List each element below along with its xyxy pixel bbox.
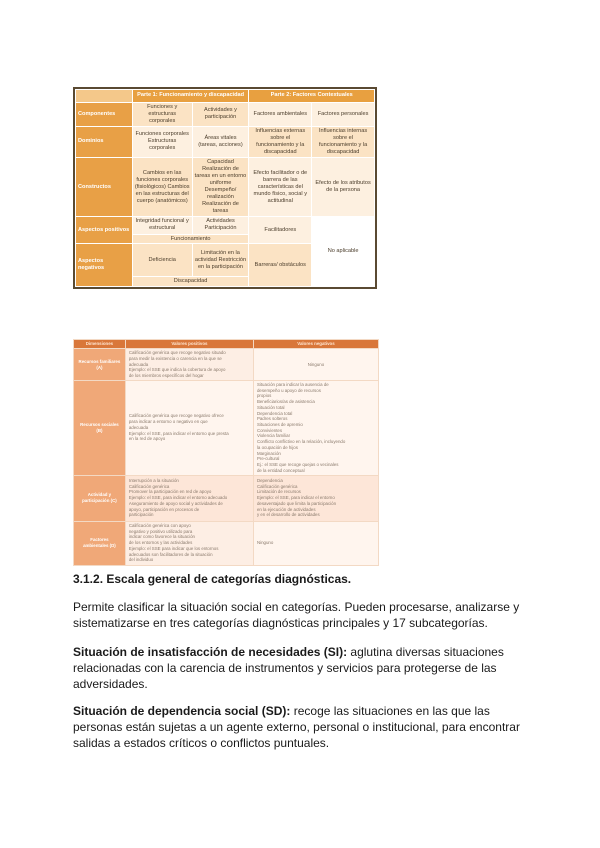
table-corner (76, 90, 133, 103)
cell-line: Calificación genérica que recoge negativo situado (128, 350, 226, 356)
definition-insatisfaccion: aglutina diversas situaciones relacionadas con la carencia de instrumentos y servicios para protegerse de las adversidades. (73, 645, 504, 691)
table-cell: Deficiencia (132, 244, 192, 277)
header-part-2: Parte 2: Factores Contextuales (249, 90, 375, 103)
icf-components-table-image (73, 87, 377, 289)
table-cell: Factores ambientales (249, 102, 312, 126)
cell-line: Ejemplo: el SSE para indicar que los entornos (128, 545, 219, 551)
header-dimensiones: Dimensiones (74, 340, 126, 349)
row-label-recursos-familiares: Recursos familiares (A) (74, 349, 126, 381)
header-part-1: Parte 1: Funcionamiento y discapacidad (132, 90, 249, 103)
negative-values-cell (253, 521, 378, 565)
cell-line: Calificación genérica que recoge negativo ofrece (128, 413, 224, 419)
negative-values-cell (253, 349, 378, 381)
table-cell: Funciones corporales Estructuras corporales (132, 126, 192, 157)
cell-line: Ejemplo: el SSE, para indicar el entorno que presta (128, 430, 229, 436)
cell-line: de los miembros específicos del hogar (128, 373, 204, 379)
cell-line: Violencia familiar (256, 433, 291, 439)
table-cell: Efecto de los atributos de la persona (312, 158, 375, 217)
row-label-aspectos-negativos: Aspectos negativos (76, 244, 133, 287)
cell-line: de la entidad conceptual (256, 467, 305, 473)
cell-line: y en el desarrollo de actividades (256, 512, 320, 518)
cell-line: apoyo, participación en procesos de (128, 506, 200, 512)
icf-components-table (75, 89, 375, 287)
cell-line: negativo y positivo utilizado para (128, 528, 193, 534)
table-cell: Factores personales (312, 102, 375, 126)
cell-line: en la red de apoyo (128, 436, 166, 442)
table-cell: Actividades y participación (192, 102, 249, 126)
cell-line: Limitación de recursos (256, 489, 301, 495)
cell-line: Calificación genérica (128, 483, 170, 489)
header-valores-positivos: Valores positivos (125, 340, 253, 349)
cell-line: participación (128, 512, 154, 518)
cell-line: indicar como favorece la situación (128, 534, 195, 540)
paragraph-dependencia (73, 703, 533, 751)
header-valores-negativos: Valores negativos (253, 340, 378, 349)
cell-line: Aseguramiento de apoyo social y actividades de (128, 500, 223, 506)
row-label-factores-ambientales: Factores ambientales (D) (74, 521, 126, 565)
row-label-constructos: Constructos (76, 158, 133, 217)
table-cell: Funciones y estructuras corporales (132, 102, 192, 126)
cell-line: Dependencia (256, 477, 283, 483)
cell-line: Dependencia total (256, 410, 293, 416)
cell-line: Ejemplo: el SSE, para indicar el entorno adecuado (128, 495, 228, 501)
cell-line: adecuados son facilitadores de la situación (128, 551, 213, 557)
row-label-actividad-participacion: Actividad y participación (C) (74, 475, 126, 521)
table-cell: Barreras/ obstáculos (249, 244, 312, 287)
negative-values-cell (253, 381, 378, 476)
cell-line: propios (256, 393, 272, 399)
band-funcionamiento: Funcionamiento (132, 234, 249, 244)
cell-line: Promover la participación en red de apoyo (128, 489, 212, 495)
negative-values-cell (253, 475, 378, 521)
term-insatisfaccion: Situación de insatisfacción de necesidades (SI): (73, 645, 348, 659)
row-label-aspectos-positivos: Aspectos positivos (76, 216, 133, 244)
table-cell: Cambios en las funciones corporales (fisiológicos) Cambios en las estructuras del cuerpo (anatómicos) (132, 158, 192, 217)
table-cell: Capacidad Realización de tareas en un entorno uniforme Desempeño/ realización Realización de tareas (192, 158, 249, 217)
cell-line: Ej.: el SSE que recoge quejas o vecinales (256, 462, 339, 468)
diagnostic-dimensions-table (73, 339, 379, 566)
section-heading: 3.1.2. Escala general de categorías diagnósticas. (73, 572, 352, 586)
cell-line: Ninguno (256, 540, 274, 546)
cell-line: en la ejecución de actividades (256, 506, 316, 512)
cell-line: desempeño u apoyo de recursos (256, 387, 321, 393)
cell-line: Marginación (256, 450, 281, 456)
cell-line: adecuada (128, 361, 149, 367)
cell-line: del individuo (128, 557, 154, 563)
cell-line: Situación total (256, 404, 285, 410)
cell-line: Padres solteros (256, 416, 288, 422)
cell-line: Convivientes (256, 427, 283, 433)
band-discapacidad: Discapacidad (132, 277, 249, 287)
cell-line: Pre-cultural (256, 456, 280, 462)
paragraph-insatisfaccion (73, 644, 533, 692)
positive-values-cell (125, 381, 253, 476)
cell-line: Ejemplo: el SSE que indica la cobertura de apoyo (128, 367, 226, 373)
positive-values-cell (125, 349, 253, 381)
table-cell: Integridad funcional y estructural (132, 216, 192, 234)
cell-line: para indicar a entorno o negativo en que (128, 419, 208, 425)
row-label-dominios: Dominios (76, 126, 133, 157)
table-cell: Actividades Participación (192, 216, 249, 234)
table-cell: Facilitadores (249, 216, 312, 244)
cell-line: Interrupción a la situación (128, 477, 179, 483)
cell-line: Ejemplo: el SSE, para indicar el entorno (256, 495, 335, 501)
cell-line: Beneficiarios/as de asistencia (256, 399, 315, 405)
row-label-recursos-sociales: Recursos sociales (B) (74, 381, 126, 476)
cell-line: para medir la existencia o carencia en la que se (128, 355, 222, 361)
positive-values-cell (125, 521, 253, 565)
table-cell: No aplicable (312, 216, 375, 286)
cell-line: la ocupación de hijos (256, 444, 298, 450)
cell-line: Ninguno (307, 361, 325, 367)
term-dependencia: Situación de dependencia social (SD): (73, 704, 291, 718)
cell-line: Calificación genérica con apoyo (128, 522, 191, 528)
cell-line: adecuada (128, 424, 149, 430)
cell-line: de los entornos y las actividades (128, 540, 193, 546)
positive-values-cell (125, 475, 253, 521)
table-cell: Influencias internas sobre el funcionamiento y la discapacidad (312, 126, 375, 157)
definition-dependencia: recoge las situaciones en las que las personas están sujetas a un agente externo, personal o institucional, para encontrar salidas a estados críticos o conflictos puntuales. (73, 704, 520, 750)
table-cell: Influencias externas sobre el funcionamiento y la discapacidad (249, 126, 312, 157)
table-cell: Áreas vitales (tareas, acciones) (192, 126, 249, 157)
cell-line: Calificación genérica (256, 483, 298, 489)
cell-line: Situaciones de apremio (256, 422, 303, 428)
row-label-componentes: Componentes (76, 102, 133, 126)
paragraph-intro: Permite clasificar la situación social en categorías. Pueden procesarse, analizarse y sistematizarse en tres categorías diagnósticas principales y 17 subcategorías. (73, 600, 520, 630)
table-cell: Limitación en la actividad Restricción en la participación (192, 244, 249, 277)
cell-line: desaventajado que limita la participación (256, 500, 337, 506)
diagnostic-dimensions-table-image (73, 339, 379, 563)
cell-line: Situación para indicar la ausencia de (256, 382, 329, 387)
table-cell: Efecto facilitador o de barrera de las características del mundo físico, social y actitudinal (249, 158, 312, 217)
cell-line: Conflicto conflictivo en la relación, incluyendo (256, 439, 346, 445)
